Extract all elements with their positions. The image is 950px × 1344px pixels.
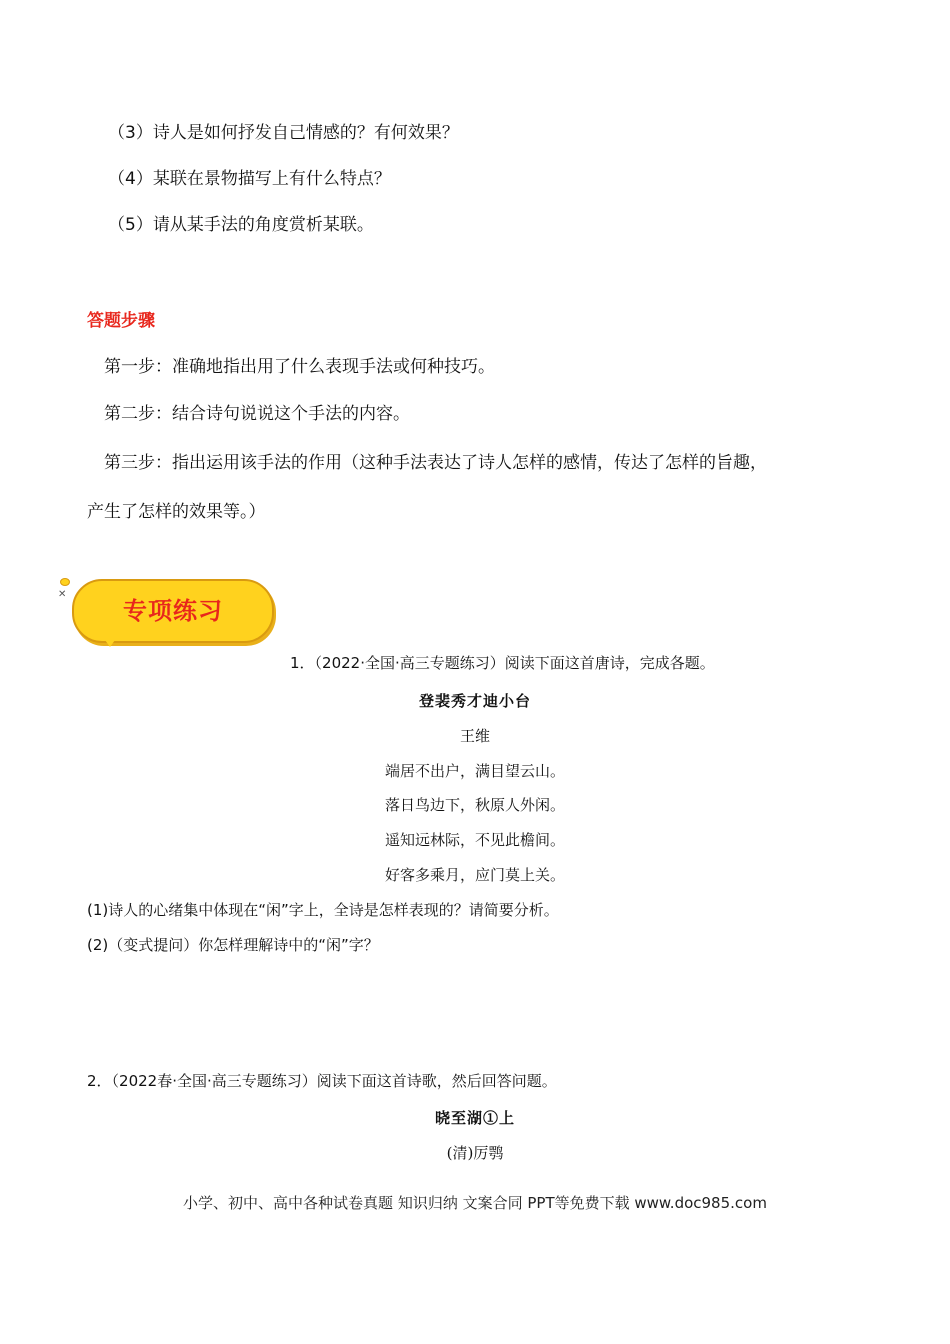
page-footer: 小学、初中、高中各种试卷真题 知识归纳 文案合同 PPT等免费下载 www.doc985.com [183, 1194, 767, 1212]
exercise-1-intro: 1．（2022·全国·高三专题练习）阅读下面这首唐诗，完成各题。 [290, 654, 715, 672]
badge-tail [100, 633, 120, 647]
exercise-1-poem-title: 登裴秀才迪小台 [418, 692, 531, 710]
badge-label: 专项练习 [123, 597, 223, 625]
step-3-continuation: 产生了怎样的效果等。） [87, 502, 266, 522]
poem-line: 好客多乘月，应门莫上关。 [384, 866, 565, 884]
question-5: （5）请从某手法的角度赏析某联。 [108, 215, 374, 235]
step-1: 第一步：准确地指出用了什么表现手法或何种技巧。 [104, 357, 495, 377]
exercise-2-author: (清)厉鹗 [446, 1144, 504, 1162]
exercise-2-intro: 2．（2022春·全国·高三专题练习）阅读下面这首诗歌，然后回答问题。 [87, 1072, 557, 1090]
decoration-dot-icon [60, 578, 70, 586]
exercise-1-question-2: (2)（变式提问）你怎样理解诗中的“闲”字？ [87, 936, 379, 954]
step-3: 第三步：指出运用该手法的作用（这种手法表达了诗人怎样的感情，传达了怎样的旨趣， [104, 453, 767, 473]
exercise-1-question-1: (1)诗人的心绪集中体现在“闲”字上，全诗是怎样表现的？请简要分析。 [87, 901, 559, 919]
step-2: 第二步：结合诗句说说这个手法的内容。 [104, 404, 410, 424]
question-3: （3）诗人是如何抒发自己情感的？有何效果？ [108, 123, 459, 143]
poem-line: 落日鸟边下，秋原人外闲。 [384, 796, 565, 814]
question-4: （4）某联在景物描写上有什么特点？ [108, 169, 391, 189]
poem-line: 端居不出户，满目望云山。 [384, 762, 565, 780]
section-badge [58, 575, 278, 655]
exercise-2-poem-title: 晓至湖①上 [434, 1109, 515, 1127]
exercise-1-author: 王维 [459, 727, 490, 745]
sparkle-icon: ✕ [58, 589, 67, 600]
steps-heading: 答题步骤 [87, 311, 155, 331]
poem-line: 遥知远林际，不见此檐间。 [384, 831, 565, 849]
